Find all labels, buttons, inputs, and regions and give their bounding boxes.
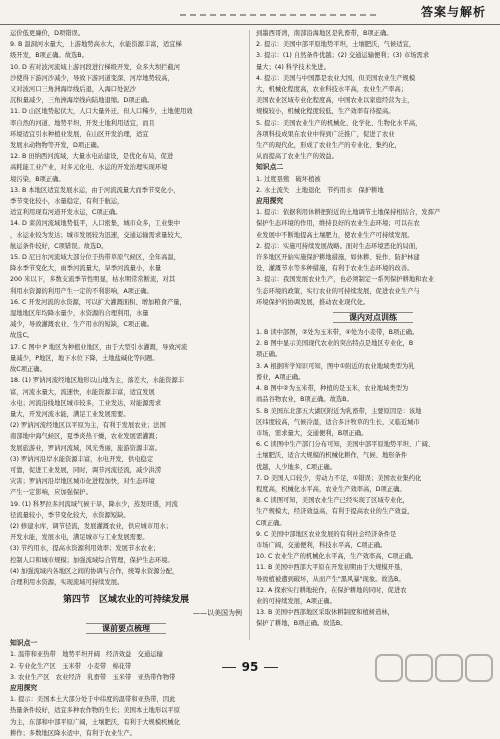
text-line: 15. D 尼日尔河流域大部分位于热带草原气候区，全年高温， [10,254,180,262]
text-line: 9. B 温洞河水量大，上游地势高水大，水能资源丰富，适宜梯 [10,41,182,49]
text-line: 5. 提示：美国农业生产的机械化、化学化、生物化水平高， [256,119,422,127]
text-line: 2. 水土流失 土地退化 节约用水 保护耕地 [256,186,384,194]
text-line: 1. 过度垦殖 破坏植被 [256,175,321,183]
text-line: 业的可持续发展，A项正确。 [256,597,336,605]
text-line: 4. B 图中②为玉米带，种植的是玉米，农业地域类型为 [256,385,409,393]
text-line: 南部地中海气候区，夏季炎热干燥，农业发展需灌溉； [10,433,162,441]
text-line: 16. C 开发河流的水资源，可以扩大灌溉面积、增加粮食产量， [10,298,186,306]
text-line: 生产的现代化，形成了农业生产的专业化、集约化， [256,142,401,150]
text-line: 12. B 田纳西河流域，大量水电站建设，是优化布局，促进 [10,153,174,161]
text-line: 可靠，促进工业发展，同时，调节河流径流，减少洪涝 [10,466,162,474]
text-line: 适宜利用现有河道开发水运，C项正确。 [10,209,122,217]
header-title: 答案与解析 [420,5,486,19]
text-line: 故C项正确。 [10,366,46,374]
preview-banner [10,622,242,636]
stamp-watermark-icon [374,651,494,685]
text-line: 量大，开发河流水能，满足工业发展需要。 [10,410,130,418]
text-line: 沙使得下游河沙减少，导致下游河道变深、河岸地势较高， [10,74,174,82]
text-line: 3. 提示：我国发展农业生产，也必须制定一系列保护耕地和农业 [256,276,435,284]
text-line: 14. D 莱茵河流域地势低平，人口密集，城市众多，工业集中 [10,220,180,228]
text-line: 级开发，B项正确。故选B。 [10,52,88,60]
page-number-text: 95 [216,660,285,674]
text-line: 为主，东部和中部平原广阔，土壤肥沃，有利于大规模机械化 [10,718,181,726]
text-line: 7. D 美国人口较少，劳动力不足，①错误；美国农业集约化 [256,474,422,482]
text-line: 许多地区开始实施保护耕地措施，如休耕、轮作、防护林建 [256,254,420,262]
text-line: 产生一定影响，应加强保护。 [10,489,92,497]
text-line: 各项科技成果在农业中得到广泛推广，促进了农业 [256,130,395,138]
text-line: 2. B 图中显示美国现代农业的突出特点是地区专业化，B [256,340,414,348]
text-line: C项正确。 [256,519,286,527]
text-line: 19. (1) 科罗拉多河流域气候干旱，降水少，蒸发旺盛，河流 [10,500,178,508]
text-line: (4) 加强流域内各地区之间的协调与合作，统筹水资源分配， [10,567,179,575]
text-line: 生态环境的政策，实行农业的可持续发展，促进农业生产与 [256,287,420,295]
text-line: 1. 提示：依据利用休耕把附近的土地调节土地保持相结合，发挥产 [256,209,441,217]
text-line: 又对波河口三角洲海岸线后退，入海口处泥沙 [10,86,136,94]
text-line: 项正确。 [256,351,282,359]
text-line: 1. 温带和亚热带 地势平坦开阔 经济效益 交通运输 [10,651,163,659]
text-line: 利用水资源的利用产生一定的不利影响，A项正确。 [10,287,153,295]
text-line: 境污染，B项正确。 [10,175,65,183]
text-line: 环境保护的协调发展，推动农业现代化。 [256,298,370,306]
text-line: 生产规模大，经济效益高，有利于提高农业的生产效益， [256,508,414,516]
text-line: 8. C 读图可知，美国农业生产已经实现了区域专业化， [256,497,409,505]
text-line: 大，机械化程度高，农业科技水平高，农业生产率高； [256,86,408,94]
text-line: 量大；(4) 科学技术先进。 [256,63,330,71]
text-line: ，水运业较为发达；城市发展较为迅速，交通运输需求量较大， [10,231,187,239]
left-answers-a [10,28,242,252]
text-line: 应用探究 [256,197,284,206]
text-line: 18. (1) 罗讷河流经地区地形以山地为主，落差大，水能资源丰 [10,377,185,385]
text-line: 2. 提示：美国中部平原地势平坦，土壤肥沃，气候适宜， [256,41,416,49]
text-line: (2) 修建水库，调节径流，发展灌溉农业，供应城市用水； [10,522,173,530]
practice-banner [256,311,490,325]
text-line: 从而提高了农业生产的效益。 [256,153,338,161]
text-line: 灾害；罗讷河沿岸地区城市化进程加快，对生态环境 [10,478,155,486]
text-line: 美国农业区域专业化程度高，中国农业以家庭经营为主， [256,97,414,105]
preview-banner-text: 课前要点梳理 [86,623,166,634]
section-title: 第四节 区域农业的可持续发展 [62,595,189,606]
text-line: 200 米以下，多数支流季节性明显，枯水期常常断流，对其 [10,276,176,284]
left-answers-b [10,252,242,375]
header-decoration [180,14,380,16]
text-line: 故选C。 [10,332,34,340]
text-line: 湿地地区年均降水量少，水资源的合理利用，水量 [10,310,149,318]
section-subtitle: ——以美国为例 [193,609,242,618]
text-line: 11. D 山区地势起伏大，人口大量外迁，但人口稀少，土地使用效 [10,108,193,116]
text-line: 畜业，A项正确。 [256,373,305,381]
text-line: 11. B 美国中西部大平原在开发初期由于大规模开垦， [256,564,407,572]
text-line: (3) 节约用水，提高水资源利用效率；发展节水农业； [10,545,160,553]
text-line: 率自然的河道、地势平坦、开发土地利用适宜，而且 [10,119,155,127]
text-line: 保护了耕地，B项正确。故选B。 [256,620,347,628]
knowledge-point-two-heading: 知识点二 [256,163,284,172]
text-line: 程度高，机械化水平高，农业生产效率高，D项正确。 [256,485,406,493]
right-answers-c [256,327,490,629]
text-line: 运价低更廉价，D项错误。 [10,30,85,37]
text-line: 优越，人少地多，C项正确。 [256,463,336,471]
text-line: 水电；河流沿线地区城市较多，工业发达，对能源需求 [10,399,162,407]
text-line: 业发展中不断地提高土壤肥力，使农业生产可持续发展。 [256,231,414,239]
text-line: 高耗能工业产业，对多元化电、水运的开发治理实现环境 [10,164,168,172]
text-line: 市场，需求量大，交通便利，B项正确。 [256,429,368,437]
knowledge-point-heading: 知识点一 [10,639,38,648]
text-line: 3. 农业生产区 农业经济 乳畜带 玉米带 亚热带作物带 [10,673,176,681]
text-line: 3. A 根据所学知识可知，图中①附近的农业地域类型为乳 [256,362,415,370]
text-line: 10. D 若对波河流域上游河段进行梯级开发，众多大坝拦截河 [10,63,180,71]
text-line: 市场广阔，交通便利，科技水平高，C项正确。 [256,541,387,549]
text-line: 区纬度较高，气候冷湿，适合多汁牧草的生长，又临近城市 [256,418,420,426]
text-line: 减少，导致灌溉农业、生产用水的短缺，C项正确。 [10,321,153,329]
text-line: 发展水动物物等开发，D项正确。 [10,142,104,150]
text-line: 13. B 美国中西部地区采取休耕制度和植树造林， [256,609,394,617]
text-line: 商品谷物农业，B项正确。故选B。 [256,396,353,404]
text-line: 1. 提示：美国本土大部分处于中纬度的温带和亚热带，因此 [10,696,176,704]
text-line: 9. C 美国中部地区农业发展的有利社会经济条件是 [256,530,397,538]
text-line: 富，河流水量大，流速快，水能资源丰富，适宜发展 [10,388,155,396]
text-line: 3. 提示：(1) 自然条件优越；(2) 交通运输便利；(3) 市场需求 [256,52,430,60]
text-line: 开发水能，发展水电，满足城市与工业发展需要。 [10,534,149,542]
text-line: 季节变化较小，水量稳定，有利于航运， [10,198,124,206]
text-line: 控制人口和城市规模；加强流域综合管理，保护生态环境。 [10,556,174,564]
text-line: 应用探究 [10,683,38,692]
text-line: 规模较小，机械化程度较低，生产效率有待提高。 [256,108,395,116]
text-line: 2. 提示：实施可持续发展战略。面对生态环境恶化的局面， [256,242,422,250]
text-line: 保护生态环境的作用，维持良好的农业生态环境；可以在农 [256,220,420,228]
text-line: 导致植被遭到破坏，从而产生"黑风暴"现象。故选B。 [256,575,405,583]
column-divider [249,30,250,640]
text-line: 1. B 读中部图，②处为玉米带，④处为小麦带，B项正确。 [256,329,419,337]
text-line: 降水季节变化大，雨季河流量大，旱季河流量小，水量 [10,265,162,273]
right-column [256,28,490,648]
text-line: 17. C 图中 P 地区为种植业地区，由于大型引水灌溉，导致河流 [10,343,188,351]
text-line: 6. C 读图中生产部门分布可知，美国中部平原地势平坦、广阔、 [256,441,435,449]
text-line: 沉积量减少，三角洲海岸线向陆地退缩。D项正确。 [10,97,154,105]
text-line: 环境适宜引水种植业发展，在山区开发治理，适宜 [10,130,149,138]
text-line: 4. 提示：美国与中国都是农业大国，但美国农业生产规模 [256,74,416,82]
text-line: 合理利用水资源，实现流域可持续发展。 [10,578,124,586]
practice-banner-text: 课内对点训练 [333,312,413,323]
text-line: 10. C 农业生产的机械化水平高，生产效率高，C项正确。 [256,553,418,561]
text-line: 热量条件较好，适宜多种农作物的生长；美国本土地形以平原 [10,707,181,715]
left-column [10,28,242,737]
left-answers-c [10,375,242,588]
text-line: 5. B 美国东北部五大湖区附近为乳畜带，主要原因是：该地 [256,407,422,415]
text-line: 设、灌溉节水等多种措施，有利于农业生态环境的改善。 [256,265,414,273]
text-line: 13. B 本地区适宜发展水运，由于河流流量大而季节变化小， [10,186,180,194]
text-line: 到墨西哥湾，南部沿海地区是乳畜带，B项正确。 [256,30,393,37]
text-line: 2. 专业化生产区 玉米带 小麦带 棉花带 [10,662,132,670]
right-kp-lines [256,174,490,208]
page-header [0,0,500,25]
text-line: 耕作；多数地区降水适中，有利于农业生产。 [10,729,136,737]
text-line: 发展旅游业，罗讷河流域，风光秀丽，旅游资源丰富。 [10,444,162,452]
text-line: 土壤肥沃，适合大规模的机械化耕作，气候、地形条件 [256,452,408,460]
text-line: 12. A 探索实行耕地轮作，在保护耕地的同时，促进农 [256,586,407,594]
text-line: 航运条件较好，C项错误。故选D。 [10,242,108,250]
text-line: (3) 罗讷河沿岸水能资源丰富，水电开发，供电稳定 [10,455,154,463]
text-line: 量减少，P地区，地下水位下降，土地盐碱化等问题。 [10,354,159,362]
text-line: (2) 罗讷河流经地区以平原为主，有利于发展农业；法国 [10,422,166,430]
right-answers-a [256,28,490,162]
text-line: 径流量较小，季节变化较大，水资源短缺。 [10,511,130,519]
right-answers-b [256,207,490,308]
